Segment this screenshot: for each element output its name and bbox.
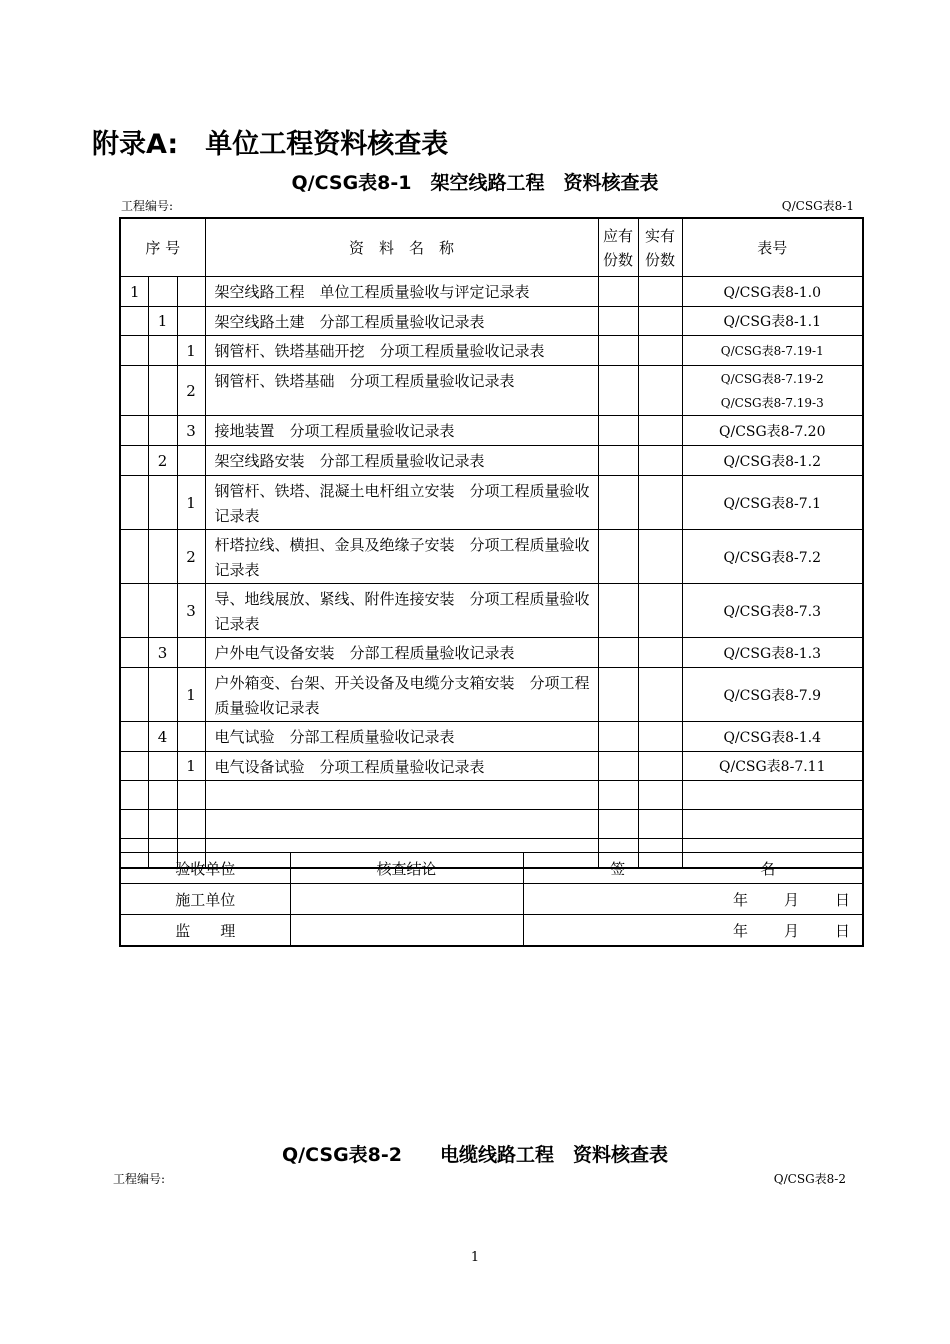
record-code: Q/CSG表8-7.9 [682,668,863,722]
records-check-table [119,217,864,869]
actual-count-cell[interactable] [638,446,682,476]
seq-level-2 [148,277,177,307]
seq-level-1 [120,336,148,366]
record-name: 户外电气设备安装 分部工程质量验收记录表 [205,638,598,668]
signoff-conclusion-field[interactable] [290,915,523,947]
form2-form-code: Q/CSG表8-2 [773,1172,846,1186]
record-name: 架空线路土建 分部工程质量验收记录表 [205,307,598,336]
header-actual-count [638,218,682,277]
blank-cell[interactable] [682,810,863,839]
required-count-cell[interactable] [598,336,638,366]
record-code: Q/CSG表8-1.2 [682,446,863,476]
header-required-line2: 份数 [602,250,633,269]
seq-level-3 [177,638,205,668]
date-day: 日 [834,921,850,940]
record-name: 导、地线展放、紧线、附件连接安装 分项工程质量验收记录表 [205,584,598,638]
required-count-cell[interactable] [598,584,638,638]
signoff-date[interactable] [523,915,863,947]
blank-cell[interactable] [682,781,863,810]
blank-row [120,810,863,839]
record-name: 架空线路安装 分部工程质量验收记录表 [205,446,598,476]
table-row [120,752,863,781]
table-row [120,446,863,476]
header-seq: 序 号 [120,218,205,277]
actual-count-cell[interactable] [638,336,682,366]
blank-cell[interactable] [598,810,638,839]
actual-count-cell[interactable] [638,752,682,781]
record-name: 钢管杆、铁塔、混凝土电杆组立安装 分项工程质量验收记录表 [205,476,598,530]
signoff-date[interactable] [523,884,863,915]
actual-count-cell[interactable] [638,277,682,307]
record-code: Q/CSG表8-7.1 [682,476,863,530]
required-count-cell[interactable] [598,277,638,307]
table-row [120,530,863,584]
table-row [120,638,863,668]
blank-cell[interactable] [205,810,598,839]
seq-level-1 [120,366,148,416]
table-row [120,307,863,336]
signoff-row [120,884,863,915]
appendix-title: 附录A: 单位工程资料核查表 [92,129,449,160]
date-day: 日 [834,890,850,909]
table-row [120,277,863,307]
seq-level-2 [148,416,177,446]
seq-level-1 [120,476,148,530]
record-name: 电气设备试验 分项工程质量验收记录表 [205,752,598,781]
seq-level-2: 1 [148,307,177,336]
seq-level-3: 1 [177,668,205,722]
seq-level-1 [120,446,148,476]
blank-cell[interactable] [638,810,682,839]
actual-count-cell[interactable] [638,638,682,668]
record-code-line: Q/CSG表8-7.19-3 [720,395,824,410]
header-required-count [598,218,638,277]
seq-level-3: 2 [177,530,205,584]
form1-form-code: Q/CSG表8-1 [781,199,854,213]
table-row [120,722,863,752]
seq-level-1 [120,307,148,336]
seq-level-2 [148,668,177,722]
header-required-line1: 应有 [602,226,633,245]
table-row [120,366,863,416]
record-code-line: Q/CSG表8-7.19-2 [720,371,824,386]
seq-level-3 [177,307,205,336]
required-count-cell[interactable] [598,530,638,584]
form1-title: Q/CSG表8-1 架空线路工程 资料核查表 [291,172,659,194]
actual-count-cell[interactable] [638,476,682,530]
seq-level-2 [148,584,177,638]
page-number: 1 [470,1250,480,1265]
seq-level-3: 1 [177,752,205,781]
required-count-cell[interactable] [598,366,638,416]
table-row [120,668,863,722]
signoff-conclusion-field[interactable] [290,884,523,915]
seq-level-1 [120,584,148,638]
record-code: Q/CSG表8-7.2 [682,530,863,584]
table-row [120,336,863,366]
seq-level-1 [120,416,148,446]
header-actual-line2: 份数 [644,250,675,269]
seq-level-1 [120,722,148,752]
record-code: Q/CSG表8-7.3 [682,584,863,638]
seq-level-1 [120,752,148,781]
actual-count-cell[interactable] [638,416,682,446]
seq-level-2: 4 [148,722,177,752]
seq-level-3 [177,446,205,476]
form1-project-no-label: 工程编号: [121,199,174,213]
signoff-table [119,852,864,947]
blank-cell[interactable] [120,810,148,839]
required-count-cell[interactable] [598,307,638,336]
record-name: 接地装置 分项工程质量验收记录表 [205,416,598,446]
seq-level-2 [148,752,177,781]
header-name: 资 料 名 称 [205,218,598,277]
seq-level-3: 3 [177,416,205,446]
seq-level-1: 1 [120,277,148,307]
required-count-cell[interactable] [598,416,638,446]
required-count-cell[interactable] [598,722,638,752]
record-code: Q/CSG表8-7.19-1 [682,336,863,366]
required-count-cell[interactable] [598,476,638,530]
table-row [120,416,863,446]
blank-cell[interactable] [598,781,638,810]
signoff-header-sign: 签 名 [523,853,863,884]
date-year: 年 [732,921,748,940]
table-row [120,584,863,638]
table-header-row [120,218,863,277]
blank-row [120,781,863,810]
blank-cell[interactable] [120,781,148,810]
seq-level-2 [148,530,177,584]
table-row [120,476,863,530]
date-month: 月 [783,890,799,909]
signoff-unit: 施工单位 [120,884,290,915]
actual-count-cell[interactable] [638,722,682,752]
form2-title: Q/CSG表8-2 电缆线路工程 资料核查表 [282,1144,668,1166]
actual-count-cell[interactable] [638,366,682,416]
record-code: Q/CSG表8-1.0 [682,277,863,307]
seq-level-2 [148,336,177,366]
header-actual-line1: 实有 [644,226,675,245]
record-code: Q/CSG表8-7.20 [682,416,863,446]
seq-level-3 [177,722,205,752]
seq-level-1 [120,530,148,584]
seq-level-2 [148,476,177,530]
seq-level-3: 1 [177,476,205,530]
record-name: 架空线路工程 单位工程质量验收与评定记录表 [205,277,598,307]
record-code: Q/CSG表8-7.11 [682,752,863,781]
signoff-header-conclusion: 核查结论 [290,853,523,884]
seq-level-3: 1 [177,336,205,366]
required-count-cell[interactable] [598,638,638,668]
seq-level-3: 3 [177,584,205,638]
record-name: 杆塔拉线、横担、金具及绝缘子安装 分项工程质量验收记录表 [205,530,598,584]
seq-level-2 [148,366,177,416]
signoff-header-unit: 验收单位 [120,853,290,884]
record-name: 电气试验 分部工程质量验收记录表 [205,722,598,752]
blank-cell[interactable] [148,810,177,839]
required-count-cell[interactable] [598,752,638,781]
record-code [682,366,863,416]
signoff-header-row [120,853,863,884]
blank-cell[interactable] [177,810,205,839]
seq-level-1 [120,668,148,722]
actual-count-cell[interactable] [638,530,682,584]
form2-project-no-label: 工程编号: [113,1172,166,1186]
record-name: 钢管杆、铁塔基础 分项工程质量验收记录表 [205,366,598,416]
seq-level-1 [120,638,148,668]
seq-level-3 [177,277,205,307]
blank-cell[interactable] [205,781,598,810]
record-code: Q/CSG表8-1.1 [682,307,863,336]
blank-cell[interactable] [148,781,177,810]
record-code: Q/CSG表8-1.4 [682,722,863,752]
actual-count-cell[interactable] [638,307,682,336]
blank-cell[interactable] [177,781,205,810]
record-name: 钢管杆、铁塔基础开挖 分项工程质量验收记录表 [205,336,598,366]
signoff-row [120,915,863,947]
seq-level-2: 2 [148,446,177,476]
header-code: 表号 [682,218,863,277]
required-count-cell[interactable] [598,668,638,722]
date-year: 年 [732,890,748,909]
actual-count-cell[interactable] [638,584,682,638]
date-month: 月 [783,921,799,940]
signoff-unit: 监 理 [120,915,290,947]
seq-level-2: 3 [148,638,177,668]
actual-count-cell[interactable] [638,668,682,722]
seq-level-3: 2 [177,366,205,416]
record-code: Q/CSG表8-1.3 [682,638,863,668]
blank-cell[interactable] [638,781,682,810]
required-count-cell[interactable] [598,446,638,476]
record-name: 户外箱变、台架、开关设备及电缆分支箱安装 分项工程质量验收记录表 [205,668,598,722]
